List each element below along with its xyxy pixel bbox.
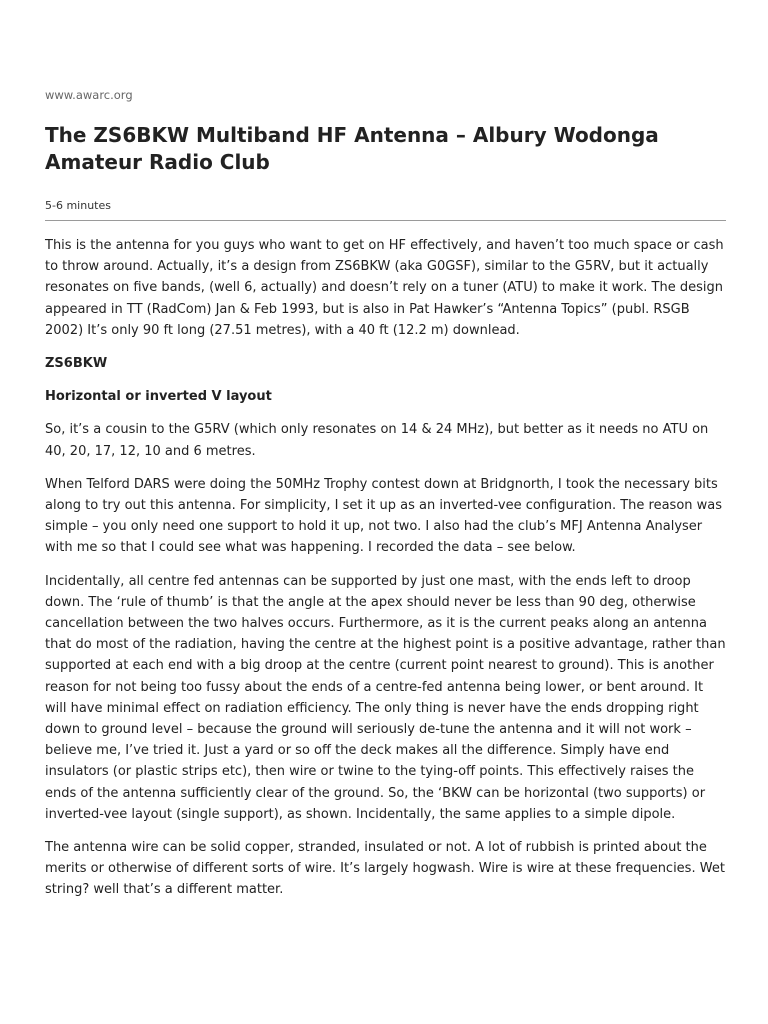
paragraph-g5rv-cousin: So, it’s a cousin to the G5RV (which only resonates on 14 & 24 MHz), but better as it needs no ATU on 40, 20, 17, 12, 10 and 6 metres.: [45, 422, 709, 459]
reading-time: 5-6 minutes: [45, 199, 111, 212]
article-body: [45, 235, 726, 901]
paragraph-antenna-wire: The antenna wire can be solid copper, stranded, insulated or not. A lot of rubbish is printed about the merits or otherwise of different sorts of wire. It’s largely hogwash. Wire is wire at these frequencies. Wet string? well that’s a different matter.: [45, 840, 725, 898]
paragraph-telford-test: When Telford DARS were doing the 50MHz Trophy contest down at Bridgnorth, I took the necessary bits along to try out this antenna. For simplicity, I set it up as an inverted-vee configuration. The reason was simple – you only need one support to hold it up, not two. I also had the club’s MFJ Antenna Analyser with me so that I could see what was happening. I recorded the data – see below.: [45, 476, 723, 556]
section-heading-zs6bkw: ZS6BKW: [45, 356, 108, 372]
article-page: [45, 86, 726, 913]
section-heading-layout: Horizontal or inverted V layout: [45, 389, 272, 405]
paragraph-intro: This is the antenna for you guys who want to get on HF effectively, and haven’t too much space or cash to throw around. Actually, it’s a design from ZS6BKW (aka G0GSF), similar to the G5RV, but it actually resonates on five bands, (well 6, actually) and doesn’t rely on a tuner (ATU) to make it work. The design appeared in TT (RadCom) Jan & Feb 1993, but is also in Pat Hawker’s “Antenna Topics” (publ. RSGB 2002) It’s only 90 ft long (27.51 metres), with a 40 ft (12.2 m) downlead.: [45, 238, 724, 338]
site-domain: www.awarc.org: [45, 88, 133, 102]
divider: [45, 220, 726, 221]
paragraph-centre-fed: Incidentally, all centre fed antennas can be supported by just one mast, with the ends left to droop down. The ‘rule of thumb’ is that the angle at the apex should never be less than 90 deg, otherwise cancellation between the two halves occurs. Furthermore, as it is the current peaks along an antenna that do most of the radiation, having the centre at the highest point is a positive advantage, rather than supported at each end with a big droop at the centre (current point nearest to ground). This is another reason for not being too fussy about the ends of a centre-fed antenna being lower, or bent around. It will have minimal effect on radiation efficiency. The only thing is never have the ends dropping right down to ground level – because the ground will seriously de-tune the antenna and it will not work – believe me, I’ve tried it. Just a yard or so off the deck makes all the difference. Simply have end insulators (or plastic strips etc), then wire or twine to the tying-off points. This effectively raises the ends of the antenna sufficiently clear of the ground. So, the ‘BKW can be horizontal (two supports) or inverted-vee layout (single support), as shown. Incidentally, the same applies to a simple dipole.: [45, 573, 726, 822]
page-title: The ZS6BKW Multiband HF Antenna – Albury Wodonga Amateur Radio Club: [45, 123, 659, 174]
